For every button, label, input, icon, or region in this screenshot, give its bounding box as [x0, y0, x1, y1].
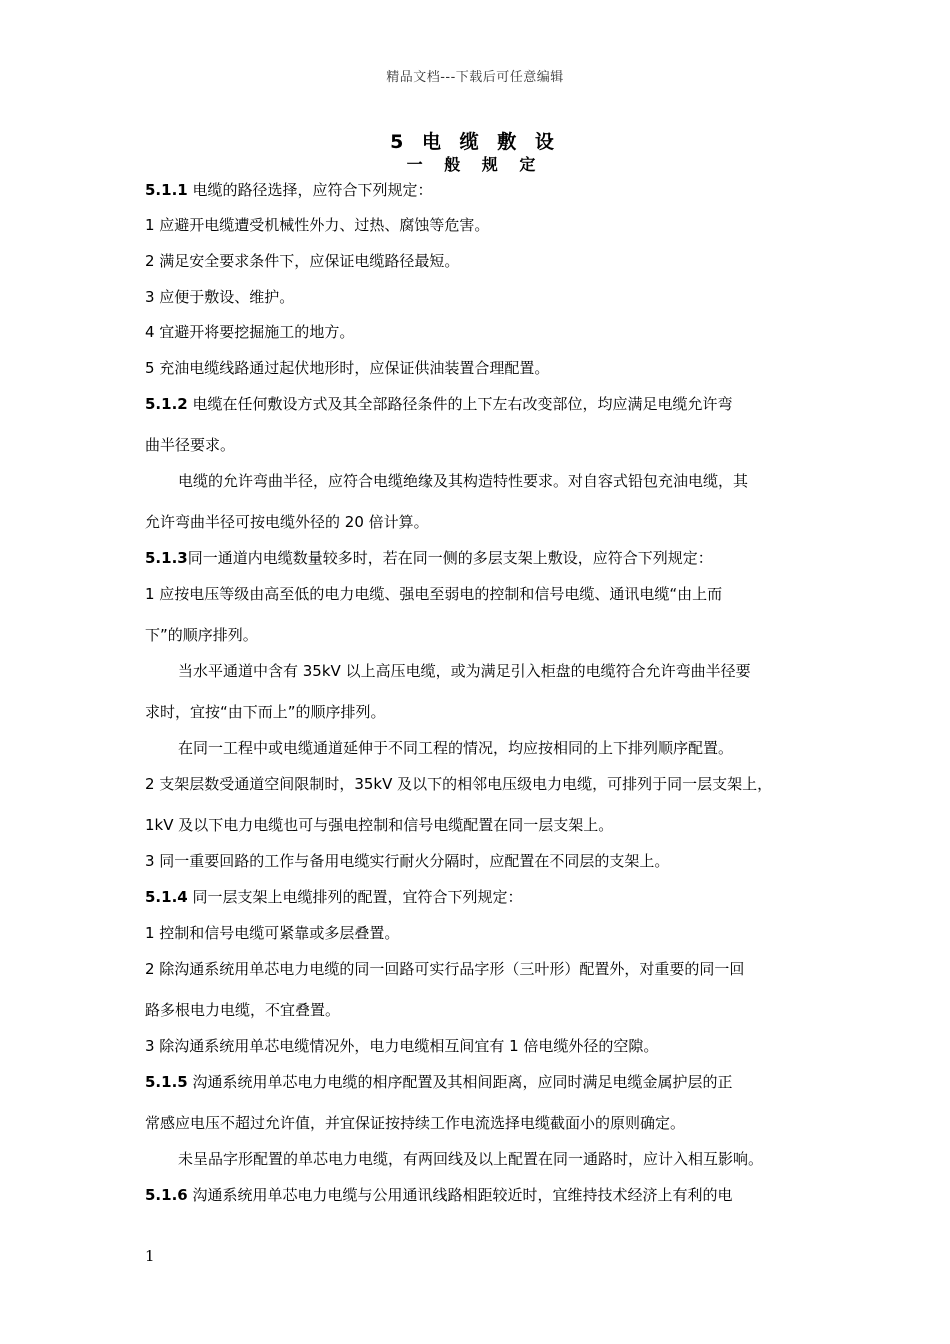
line-text: 5 充油电缆线路通过起伏地形时，应保证供油装置合理配置。 [145, 359, 550, 377]
text-line [145, 814, 613, 835]
line-text: 常感应电压不超过允许值，并宜保证按持续工作电流选择电缆截面小的原则确定。 [145, 1114, 686, 1132]
text-line [145, 1184, 733, 1205]
text-line [145, 321, 354, 342]
text-line [145, 511, 429, 532]
line-text: 同一通道内电缆数量较多时，若在同一侧的多层支架上敷设，应符合下列规定： [187, 549, 713, 567]
text-line [145, 547, 713, 568]
line-text: 电缆的允许弯曲半径，应符合电缆绝缘及其构造特性要求。对自容式铅包充油电缆，其 [178, 472, 749, 490]
page-header: 精品文档---下载后可任意编辑 [386, 70, 564, 85]
line-text: 路多根电力电缆，不宜叠置。 [145, 1001, 341, 1019]
text-line [145, 250, 459, 271]
text-line [145, 999, 340, 1020]
text-line [145, 393, 733, 414]
page-number: 1 [145, 1247, 155, 1265]
clause-number: 5.1.6 [145, 1186, 188, 1204]
chapter-title: 5 电 缆 敷 设 [390, 131, 560, 153]
text-line [145, 583, 722, 604]
line-text: 同一层支架上电缆排列的配置，宜符合下列规定： [187, 888, 523, 906]
text-line [145, 214, 489, 235]
line-text: 3 应便于敷设、维护。 [145, 288, 295, 306]
clause-number: 5.1.1 [145, 181, 188, 199]
line-text: 3 除沟通系统用单芯电缆情况外，电力电缆相互间宜有 1 倍电缆外径的空隙。 [145, 1037, 659, 1055]
line-text: 3 同一重要回路的工作与备用电缆实行耐火分隔时，应配置在不同层的支架上。 [145, 852, 670, 870]
line-text: 求时，宜按“由下而上”的顺序排列。 [145, 703, 386, 721]
section-title: 一 般 规 定 [406, 155, 544, 174]
line-text: 下”的顺序排列。 [145, 626, 258, 644]
line-text: 电缆的路径选择，应符合下列规定： [187, 181, 433, 199]
line-text: 4 宜避开将要挖掘施工的地方。 [145, 323, 355, 341]
line-text: 2 除沟通系统用单芯电力电缆的同一回路可实行品字形（三叶形）配置外，对重要的同一回 [145, 960, 745, 978]
text-line [178, 737, 733, 758]
text-line [145, 701, 386, 722]
text-line [145, 850, 669, 871]
line-text: 1 应避开电缆遭受机械性外力、过热、腐蚀等危害。 [145, 216, 490, 234]
text-line [145, 179, 433, 200]
text-line [145, 773, 772, 794]
text-line [145, 922, 399, 943]
text-line [145, 1035, 658, 1056]
text-line [145, 434, 235, 455]
line-text: 1 控制和信号电缆可紧靠或多层叠置。 [145, 924, 400, 942]
line-text: 2 支架层数受通道空间限制时，35kV 及以下的相邻电压级电力电缆，可排列于同一层支架上， [145, 775, 773, 793]
text-line [145, 624, 258, 645]
clause-number: 5.1.4 [145, 888, 188, 906]
line-text: 沟通系统用单芯电力电缆的相序配置及其相间距离，应同时满足电缆金属护层的正 [187, 1073, 733, 1091]
text-line [145, 357, 549, 378]
line-text: 沟通系统用单芯电力电缆与公用通讯线路相距较近时，宜维持技术经济上有利的电 [187, 1186, 733, 1204]
line-text: 1kV 及以下电力电缆也可与强电控制和信号电缆配置在同一层支架上。 [145, 816, 614, 834]
clause-number: 5.1.5 [145, 1073, 188, 1091]
clause-number: 5.1.3 [145, 549, 188, 567]
line-text: 未呈品字形配置的单芯电力电缆，有两回线及以上配置在同一通路时，应计入相互影响。 [178, 1150, 764, 1168]
text-line [178, 470, 748, 491]
clause-number: 5.1.2 [145, 395, 188, 413]
text-line [178, 1148, 763, 1169]
text-line [145, 286, 294, 307]
text-line [145, 958, 744, 979]
line-text: 电缆在任何敷设方式及其全部路径条件的上下左右改变部位，均应满足电缆允许弯 [187, 395, 733, 413]
line-text: 在同一工程中或电缆通道延伸于不同工程的情况，均应按相同的上下排列顺序配置。 [178, 739, 734, 757]
line-text: 曲半径要求。 [145, 436, 236, 454]
text-line [145, 1112, 685, 1133]
line-text: 1 应按电压等级由高至低的电力电缆、强电至弱电的控制和信号电缆、通讯电缆“由上而 [145, 585, 723, 603]
line-text: 当水平通道中含有 35kV 以上高压电缆，或为满足引入柜盘的电缆符合允许弯曲半径要 [178, 662, 751, 680]
line-text: 2 满足安全要求条件下，应保证电缆路径最短。 [145, 252, 460, 270]
text-line [178, 660, 751, 681]
line-text: 允许弯曲半径可按电缆外径的 20 倍计算。 [145, 513, 429, 531]
text-line [145, 1071, 733, 1092]
text-line [145, 886, 523, 907]
